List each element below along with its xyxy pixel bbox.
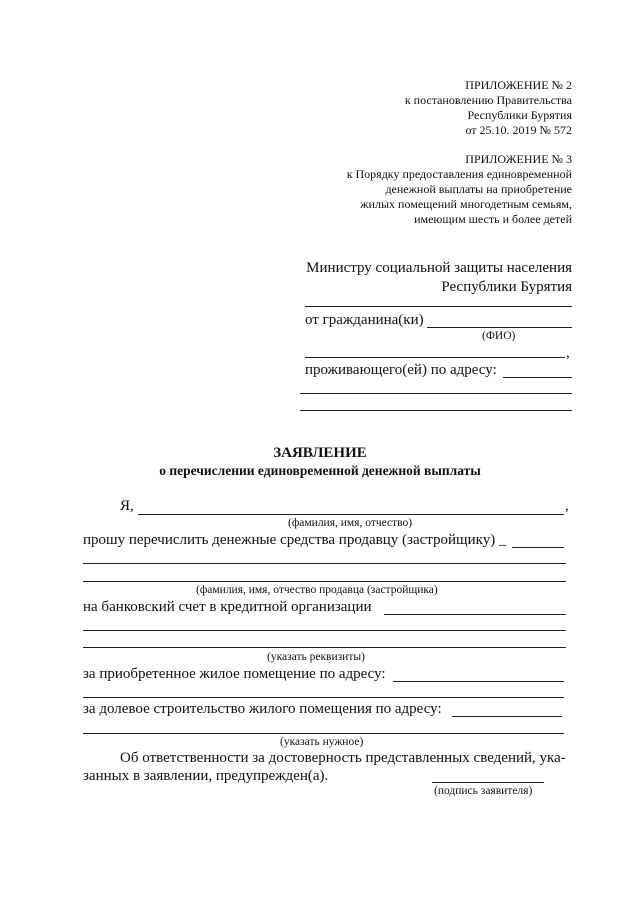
appendix3-line3: жилых помещений многодетным семьям, bbox=[360, 197, 572, 211]
fio-hint: (ФИО) bbox=[482, 330, 516, 342]
seller-field[interactable] bbox=[512, 547, 564, 548]
addressee-line1: Министру социальной защиты населения bbox=[306, 260, 572, 276]
bank-text: на банковский счет в кредитной организации bbox=[83, 599, 372, 615]
appendix2-line2: Республики Бурятия bbox=[467, 108, 572, 122]
construction-text: за долевое строительство жилого помещения по адресу: bbox=[83, 701, 442, 717]
requisites-hint: (указать реквизиты) bbox=[267, 651, 365, 663]
appendix3-line2: денежной выплаты на приобретение bbox=[385, 182, 572, 196]
bank-field[interactable] bbox=[384, 614, 566, 615]
seller-line-3[interactable] bbox=[83, 581, 566, 582]
applicant-fio-field[interactable] bbox=[138, 514, 564, 515]
purchase-address-field[interactable] bbox=[393, 681, 564, 682]
fio-comma: , bbox=[565, 498, 569, 514]
address-line-2[interactable] bbox=[300, 393, 572, 394]
construction-address-field[interactable] bbox=[452, 716, 562, 717]
bank-line-2[interactable] bbox=[83, 630, 566, 631]
seller-hint: (фамилия, имя, отчество продавца (застройщика) bbox=[196, 584, 438, 596]
purchase-text: за приобретенное жилое помещение по адресу: bbox=[83, 666, 386, 682]
address-field[interactable] bbox=[503, 377, 572, 378]
document-title: ЗАЯВЛЕНИЕ bbox=[273, 445, 367, 461]
address-line-3[interactable] bbox=[300, 410, 572, 411]
bank-line-3[interactable] bbox=[83, 647, 566, 648]
appendix2-line3: от 25.10. 2019 № 572 bbox=[465, 123, 572, 137]
appendix3-line1: к Порядку предоставления единовременной bbox=[346, 167, 572, 181]
appendix3-line4: имеющим шесть и более детей bbox=[414, 212, 572, 226]
appendix2-title: ПРИЛОЖЕНИЕ № 2 bbox=[465, 78, 572, 92]
appendix3-title: ПРИЛОЖЕНИЕ № 3 bbox=[465, 152, 572, 166]
address-line-1[interactable] bbox=[305, 357, 565, 358]
choose-hint: (указать нужное) bbox=[280, 736, 364, 748]
address-comma: , bbox=[566, 345, 570, 361]
responsibility-line1: Об ответственности за достоверность представленных сведений, ука- bbox=[120, 750, 566, 766]
document-subtitle: о перечислении единовременной денежной выплаты bbox=[159, 463, 481, 478]
signature-field[interactable] bbox=[432, 782, 544, 783]
request-text: прошу перечислить денежные средства продавцу (застройщику) _ bbox=[83, 532, 507, 548]
responsibility-line2: занных в заявлении, предупрежден(а). bbox=[83, 768, 329, 784]
addressee-blank-line[interactable] bbox=[305, 306, 572, 307]
appendix2-line1: к постановлению Правительства bbox=[404, 93, 572, 107]
address-label: проживающего(ей) по адресу: bbox=[305, 362, 497, 378]
from-fio-field[interactable] bbox=[427, 327, 572, 328]
construction-line-2[interactable] bbox=[83, 733, 564, 734]
seller-line-2[interactable] bbox=[83, 563, 566, 564]
addressee-line2: Республики Бурятия bbox=[441, 279, 572, 295]
applicant-fio-hint: (фамилия, имя, отчество) bbox=[288, 517, 413, 529]
signature-hint: (подпись заявителя) bbox=[434, 785, 533, 797]
from-label: от гражданина(ки) bbox=[305, 312, 424, 328]
purchase-line-2[interactable] bbox=[83, 697, 564, 698]
i-label: Я, bbox=[120, 498, 134, 514]
